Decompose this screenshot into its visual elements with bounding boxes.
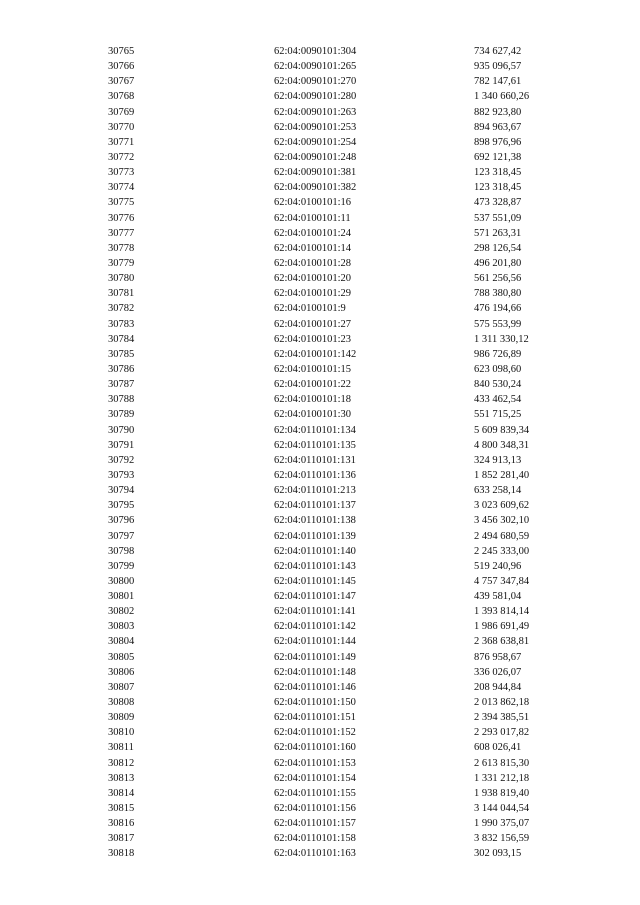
row-number: 30807 (108, 681, 135, 693)
cadastral-value: 324 913,13 (474, 454, 522, 466)
row-number: 30818 (108, 848, 135, 860)
cadastral-number: 62:04:0110101:142 (274, 621, 356, 633)
cadastral-value: 551 715,25 (474, 409, 522, 421)
row-number: 30810 (108, 727, 135, 739)
row-number: 30782 (108, 303, 135, 315)
table-row (108, 786, 584, 801)
row-number: 30804 (108, 636, 135, 648)
cadastral-value: 1 311 330,12 (474, 333, 529, 345)
row-number: 30795 (108, 500, 135, 512)
table-row (108, 59, 584, 74)
cadastral-value: 840 530,24 (474, 379, 522, 391)
cadastral-number: 62:04:0100101:9 (274, 303, 346, 315)
cadastral-number: 62:04:0110101:151 (274, 712, 356, 724)
cadastral-value: 208 944,84 (474, 681, 522, 693)
row-number: 30811 (108, 742, 134, 754)
cadastral-value: 1 990 375,07 (474, 818, 530, 830)
cadastral-value: 986 726,89 (474, 348, 522, 360)
table-row (108, 195, 584, 210)
cadastral-number: 62:04:0110101:155 (274, 787, 356, 799)
row-number: 30799 (108, 560, 135, 572)
cadastral-number: 62:04:0110101:148 (274, 666, 356, 678)
table-row (108, 634, 584, 649)
table-row (108, 271, 584, 286)
table-row (108, 423, 584, 438)
row-number: 30765 (108, 46, 135, 57)
cadastral-number: 62:04:0110101:143 (274, 560, 356, 572)
cadastral-number: 62:04:0110101:136 (274, 469, 356, 481)
cadastral-value: 575 553,99 (474, 318, 522, 330)
cadastral-value: 439 581,04 (474, 591, 522, 603)
cadastral-number: 62:04:0100101:20 (274, 273, 352, 285)
row-number: 30814 (108, 787, 135, 799)
cadastral-value: 1 986 691,49 (474, 621, 530, 633)
cadastral-value: 4 757 347,84 (474, 575, 530, 587)
cadastral-value: 935 096,57 (474, 61, 522, 73)
cadastral-value: 302 093,15 (474, 848, 522, 860)
table-row (108, 211, 584, 226)
table-row (108, 89, 584, 104)
row-number: 30780 (108, 273, 135, 285)
table-row (108, 407, 584, 422)
cadastral-number: 62:04:0100101:16 (274, 197, 352, 209)
table-row (108, 695, 584, 710)
cadastral-value: 496 201,80 (474, 257, 522, 269)
table-row (108, 589, 584, 604)
row-number: 30781 (108, 288, 135, 300)
cadastral-value: 2 293 017,82 (474, 727, 530, 739)
cadastral-value: 5 609 839,34 (474, 424, 530, 436)
cadastral-number: 62:04:0090101:253 (274, 121, 357, 133)
row-number: 30778 (108, 242, 135, 254)
table-row (108, 241, 584, 256)
cadastral-value: 519 240,96 (474, 560, 522, 572)
table-row (108, 377, 584, 392)
table-row (108, 256, 584, 271)
row-number: 30766 (108, 61, 135, 73)
cadastral-number: 62:04:0100101:14 (274, 242, 352, 254)
cadastral-value: 123 318,45 (474, 167, 522, 179)
cadastral-number: 62:04:0090101:270 (274, 76, 357, 88)
cadastral-value: 2 394 385,51 (474, 712, 530, 724)
cadastral-value: 2 613 815,30 (474, 757, 530, 769)
row-number: 30817 (108, 833, 135, 845)
table-row (108, 619, 584, 634)
cadastral-value: 476 194,66 (474, 303, 522, 315)
row-number: 30803 (108, 621, 135, 633)
row-number: 30794 (108, 485, 135, 497)
table-row (108, 740, 584, 755)
cadastral-number: 62:04:0110101:157 (274, 818, 356, 830)
table-row (108, 529, 584, 544)
cadastral-number: 62:04:0110101:139 (274, 530, 356, 542)
table-row (108, 604, 584, 619)
cadastral-number: 62:04:0100101:18 (274, 394, 352, 406)
row-number: 30791 (108, 439, 135, 451)
cadastral-number: 62:04:0100101:23 (274, 333, 352, 345)
cadastral-number: 62:04:0100101:28 (274, 257, 352, 269)
cadastral-value: 3 023 609,62 (474, 500, 530, 512)
cadastral-number: 62:04:0110101:144 (274, 636, 356, 648)
row-number: 30801 (108, 591, 135, 603)
table-row (108, 680, 584, 695)
cadastral-value: 3 832 156,59 (474, 833, 530, 845)
row-number: 30808 (108, 697, 135, 709)
cadastral-value: 123 318,45 (474, 182, 522, 194)
cadastral-number: 62:04:0090101:304 (274, 46, 357, 57)
cadastral-value: 2 013 862,18 (474, 697, 530, 709)
table-row (108, 332, 584, 347)
table-row (108, 483, 584, 498)
cadastral-number: 62:04:0110101:213 (274, 485, 356, 497)
table-row (108, 468, 584, 483)
cadastral-number: 62:04:0110101:135 (274, 439, 356, 451)
table-row (108, 710, 584, 725)
cadastral-value: 2 368 638,81 (474, 636, 530, 648)
table-row (108, 392, 584, 407)
row-number: 30767 (108, 76, 135, 88)
cadastral-number: 62:04:0100101:11 (274, 212, 351, 224)
row-number: 30773 (108, 167, 135, 179)
row-number: 30792 (108, 454, 135, 466)
table-row (108, 347, 584, 362)
cadastral-number: 62:04:0100101:29 (274, 288, 352, 300)
row-number: 30786 (108, 363, 135, 375)
cadastral-number: 62:04:0100101:27 (274, 318, 352, 330)
cadastral-number: 62:04:0090101:248 (274, 151, 357, 163)
table-row (108, 816, 584, 831)
cadastral-number: 62:04:0110101:140 (274, 545, 356, 557)
row-number: 30806 (108, 666, 135, 678)
table-row (108, 165, 584, 180)
cadastral-value: 561 256,56 (474, 273, 522, 285)
table-row (108, 150, 584, 165)
cadastral-number: 62:04:0110101:137 (274, 500, 356, 512)
table-row (108, 756, 584, 771)
cadastral-number: 62:04:0110101:138 (274, 515, 356, 527)
row-number: 30800 (108, 575, 135, 587)
row-number: 30812 (108, 757, 135, 769)
table-row (108, 498, 584, 513)
cadastral-number: 62:04:0090101:280 (274, 91, 357, 103)
row-number: 30775 (108, 197, 135, 209)
row-number: 30777 (108, 227, 135, 239)
row-number: 30784 (108, 333, 135, 345)
cadastral-value: 734 627,42 (474, 46, 522, 57)
row-number: 30802 (108, 606, 135, 618)
table-row (108, 725, 584, 740)
cadastral-value: 3 144 044,54 (474, 803, 530, 815)
cadastral-value: 1 340 660,26 (474, 91, 530, 103)
cadastral-number: 62:04:0090101:254 (274, 136, 357, 148)
cadastral-value: 473 328,87 (474, 197, 522, 209)
cadastral-number: 62:04:0110101:150 (274, 697, 356, 709)
table-body (108, 44, 584, 862)
cadastral-value: 788 380,80 (474, 288, 522, 300)
table-row (108, 650, 584, 665)
cadastral-value: 2 494 680,59 (474, 530, 530, 542)
row-number: 30783 (108, 318, 135, 330)
cadastral-number: 62:04:0090101:382 (274, 182, 357, 194)
table-row (108, 801, 584, 816)
cadastral-number: 62:04:0090101:265 (274, 61, 357, 73)
cadastral-number: 62:04:0100101:24 (274, 227, 352, 239)
table-row (108, 180, 584, 195)
cadastral-value: 876 958,67 (474, 651, 522, 663)
table-row (108, 453, 584, 468)
table-row (108, 574, 584, 589)
cadastral-number: 62:04:0110101:153 (274, 757, 356, 769)
table-row (108, 513, 584, 528)
cadastral-value: 298 126,54 (474, 242, 522, 254)
row-number: 30774 (108, 182, 135, 194)
cadastral-value: 894 963,67 (474, 121, 522, 133)
cadastral-number: 62:04:0090101:381 (274, 167, 357, 179)
table-row (108, 771, 584, 786)
table-row (108, 438, 584, 453)
row-number: 30805 (108, 651, 135, 663)
row-number: 30770 (108, 121, 135, 133)
table-row (108, 301, 584, 316)
table-row (108, 317, 584, 332)
table-row (108, 362, 584, 377)
table-row (108, 135, 584, 150)
table-row (108, 831, 584, 846)
row-number: 30787 (108, 379, 135, 391)
cadastral-number: 62:04:0110101:156 (274, 803, 356, 815)
cadastral-number: 62:04:0100101:142 (274, 348, 357, 360)
cadastral-value: 433 462,54 (474, 394, 522, 406)
cadastral-value: 3 456 302,10 (474, 515, 530, 527)
table-row (108, 74, 584, 89)
cadastral-number: 62:04:0110101:149 (274, 651, 356, 663)
row-number: 30771 (108, 136, 135, 148)
cadastral-value: 1 852 281,40 (474, 469, 530, 481)
cadastral-number: 62:04:0110101:145 (274, 575, 356, 587)
cadastral-value: 608 026,41 (474, 742, 522, 754)
cadastral-number: 62:04:0100101:15 (274, 363, 352, 375)
cadastral-value: 882 923,80 (474, 106, 522, 118)
row-number: 30790 (108, 424, 135, 436)
table-row (108, 544, 584, 559)
row-number: 30813 (108, 772, 135, 784)
cadastral-number: 62:04:0110101:158 (274, 833, 356, 845)
cadastral-number: 62:04:0110101:134 (274, 424, 356, 436)
cadastral-value: 633 258,14 (474, 485, 522, 497)
table-row (108, 665, 584, 680)
table-row (108, 120, 584, 135)
cadastral-number: 62:04:0110101:131 (274, 454, 356, 466)
row-number: 30789 (108, 409, 135, 421)
table-row (108, 286, 584, 301)
table-row (108, 226, 584, 241)
row-number: 30809 (108, 712, 135, 724)
cadastral-value: 1 331 212,18 (474, 772, 530, 784)
cadastral-value: 782 147,61 (474, 76, 522, 88)
cadastral-value: 571 263,31 (474, 227, 522, 239)
cadastral-value: 4 800 348,31 (474, 439, 530, 451)
cadastral-number: 62:04:0110101:146 (274, 681, 356, 693)
cadastral-number: 62:04:0090101:263 (274, 106, 357, 118)
table-row (108, 846, 584, 861)
cadastral-number: 62:04:0110101:152 (274, 727, 356, 739)
cadastral-number: 62:04:0110101:141 (274, 606, 356, 618)
cadastral-number: 62:04:0110101:147 (274, 591, 356, 603)
table-row (108, 559, 584, 574)
row-number: 30816 (108, 818, 135, 830)
cadastral-number: 62:04:0100101:22 (274, 379, 352, 391)
cadastral-value: 336 026,07 (474, 666, 522, 678)
cadastral-value: 537 551,09 (474, 212, 522, 224)
cadastral-value: 692 121,38 (474, 151, 522, 163)
row-number: 30785 (108, 348, 135, 360)
row-number: 30793 (108, 469, 135, 481)
cadastral-value: 1 393 814,14 (474, 606, 530, 618)
cadastral-number: 62:04:0110101:154 (274, 772, 356, 784)
table-row (108, 44, 584, 59)
cadastral-number: 62:04:0100101:30 (274, 409, 352, 421)
row-number: 30815 (108, 803, 135, 815)
cadastral-number: 62:04:0110101:163 (274, 848, 356, 860)
row-number: 30798 (108, 545, 135, 557)
row-number: 30779 (108, 257, 135, 269)
row-number: 30776 (108, 212, 135, 224)
row-number: 30769 (108, 106, 135, 118)
cadastral-value: 623 098,60 (474, 363, 522, 375)
cadastral-value: 1 938 819,40 (474, 787, 530, 799)
row-number: 30797 (108, 530, 135, 542)
row-number: 30788 (108, 394, 135, 406)
cadastral-value: 2 245 333,00 (474, 545, 530, 557)
row-number: 30796 (108, 515, 135, 527)
cadastral-value-table (108, 44, 584, 862)
table-row (108, 105, 584, 120)
row-number: 30772 (108, 151, 135, 163)
cadastral-number: 62:04:0110101:160 (274, 742, 356, 754)
row-number: 30768 (108, 91, 135, 103)
cadastral-value: 898 976,96 (474, 136, 522, 148)
